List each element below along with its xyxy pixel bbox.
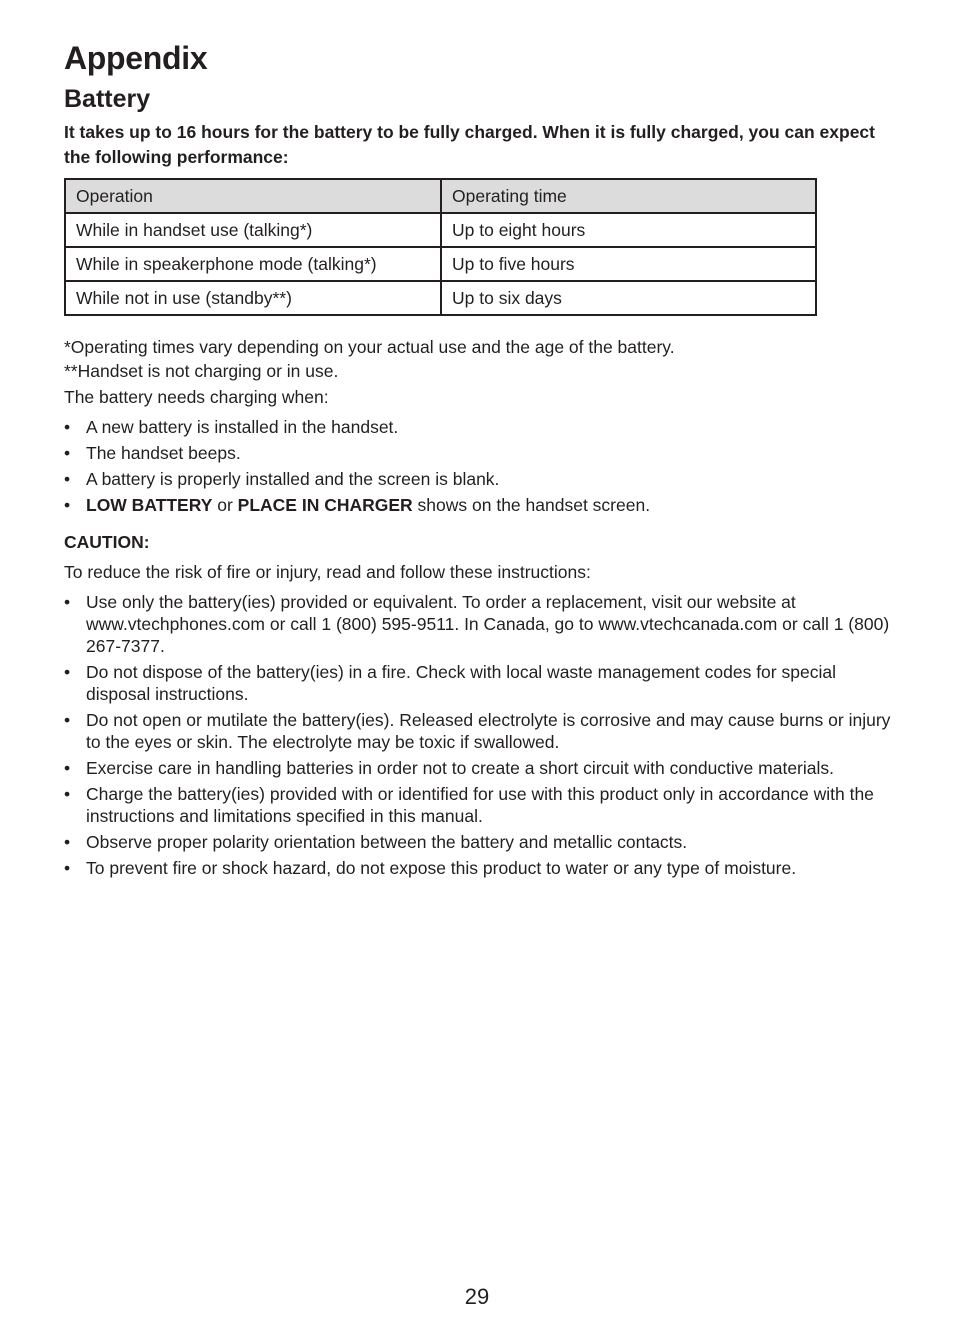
- table-cell: Up to five hours: [441, 247, 816, 281]
- table-header-cell: Operation: [65, 179, 441, 213]
- list-item: • To prevent fire or shock hazard, do not expose this product to water or any type of moisture.: [64, 857, 904, 879]
- caution-title: CAUTION:: [64, 532, 150, 552]
- list-item: • A new battery is installed in the handset.: [64, 416, 904, 438]
- page-heading: Appendix: [64, 40, 208, 76]
- list-item: • Do not open or mutilate the battery(ies). Released electrolyte is corrosive and may cause burns or injury to the eyes or skin. The electrolyte may be toxic if swallowed.: [64, 709, 904, 753]
- list-item: • Charge the battery(ies) provided with or identified for use with this product only in accordance with the instructions and limitations specified in this manual.: [64, 783, 904, 827]
- table-row: [65, 281, 816, 315]
- list-item-text: shows on the handset screen.: [412, 495, 651, 515]
- table-cell: While in handset use (talking*): [65, 213, 441, 247]
- table-cell: While in speakerphone mode (talking*): [65, 247, 441, 281]
- list-item: • A battery is properly installed and the screen is blank.: [64, 468, 904, 490]
- page-number: 29: [464, 1284, 490, 1309]
- list-item: • Observe proper polarity orientation between the battery and metallic contacts.: [64, 831, 904, 853]
- table-header-row: [65, 179, 816, 213]
- list-item: • Exercise care in handling batteries in order not to create a short circuit with conductive materials.: [64, 757, 904, 779]
- list-item: • Do not dispose of the battery(ies) in a fire. Check with local waste management codes for special disposal instructions.: [64, 661, 904, 705]
- table-row: [65, 247, 816, 281]
- charging-list: [64, 416, 904, 520]
- low-battery-label: LOW BATTERY: [86, 495, 213, 515]
- section-heading: Battery: [64, 85, 151, 113]
- caution-list: [64, 591, 904, 883]
- needs-charging-text: The battery needs charging when:: [64, 387, 329, 407]
- table-cell: Up to six days: [441, 281, 816, 315]
- footnote-standby: **Handset is not charging or in use.: [64, 361, 339, 381]
- list-item: • Use only the battery(ies) provided or equivalent. To order a replacement, visit our website at www.vtechphones.com or call 1 (800) 595-9511. In Canada, go to www.vtechcanada.com or call 1 (800) 267-7377.: [64, 591, 904, 657]
- caution-intro: To reduce the risk of fire or injury, read and follow these instructions:: [64, 562, 591, 582]
- place-in-charger-label: PLACE IN CHARGER: [237, 495, 413, 515]
- table-header-cell: Operating time: [441, 179, 816, 213]
- battery-performance-table: [64, 178, 817, 316]
- footnote-operating-times: *Operating times vary depending on your actual use and the age of the battery.: [64, 337, 675, 357]
- table-cell: Up to eight hours: [441, 213, 816, 247]
- intro-text: It takes up to 16 hours for the battery to be fully charged. When it is fully charged, you can expect the following performance:: [64, 122, 875, 167]
- list-item-text: or: [212, 495, 238, 515]
- table-cell: While not in use (standby**): [65, 281, 441, 315]
- list-item: • The handset beeps.: [64, 442, 904, 464]
- table-row: [65, 213, 816, 247]
- list-item: [64, 494, 904, 516]
